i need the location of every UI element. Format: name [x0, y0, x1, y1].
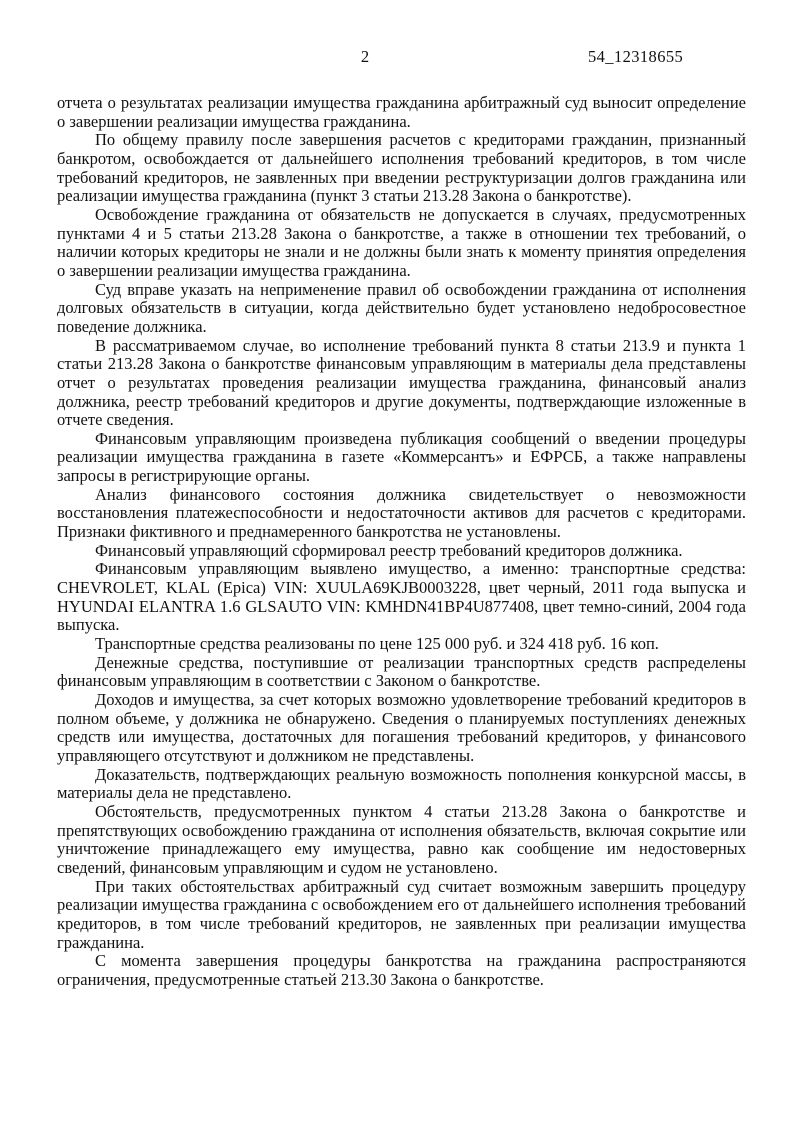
page-number: 2	[360, 47, 370, 66]
paragraph: Обстоятельств, предусмотренных пунктом 4 статьи 213.28 Закона о банкротстве и препятствующих освобождению гражданина от исполнения обязательств, включая сокрытие или уничтожение принадлежащего ему имущества, равно как сообщение им недостоверных сведений, финансовым управляющим и судом не установлено.	[57, 801, 746, 877]
paragraph: По общему правилу после завершения расчетов с кредиторами гражданин, признанный банкротом, освобождается от дальнейшего исполнения требований кредиторов, в том числе требований кредиторов, не заявленных при введении реструктуризации долгов гражданина или реализации имущества гражданина (пункт 3 статьи 213.28 Закона о банкротстве).	[57, 130, 746, 206]
paragraph: В рассматриваемом случае, во исполнение требований пункта 8 статьи 213.9 и пункта 1 статьи 213.28 Закона о банкротстве финансовым управляющим в материалы дела представлены отчет о результатах проведения реализации имущества гражданина, финансовый анализ должника, реестр требований кредиторов и другие документы, подтверждающие изложенные в отчете сведения.	[57, 335, 746, 430]
paragraph: Освобождение гражданина от обязательств не допускается в случаях, предусмотренных пунктами 4 и 5 статьи 213.28 Закона о банкротстве, а также в отношении тех требований, о наличии которых кредиторы не знали и не должны были знать к моменту принятия определения о завершении реализации имущества гражданина.	[57, 204, 746, 280]
case-number: 54_12318655	[588, 47, 684, 66]
document-body	[57, 94, 746, 990]
paragraph: отчета о результатах реализации имущества гражданина арбитражный суд выносит определение о завершении реализации имущества гражданина.	[57, 93, 746, 131]
paragraph: Финансовым управляющим выявлено имущество, а именно: транспортные средства: CHEVROLET, KLAL (Epica) VIN: XUULA69KJB0003228, цвет черный, 2011 года выпуска и HYUNDAI ELANTRA 1.6 GLSAUTO VIN: KMHDN41BP4U877408, цвет темно-синий, 2004 года выпуска.	[57, 559, 746, 635]
page-header	[0, 48, 800, 70]
paragraph: Финансовым управляющим произведена публикация сообщений о введении процедуры реализации имущества гражданина в газете «Коммерсантъ» и ЕФРСБ, а также направлены запросы в регистрирующие органы.	[57, 428, 746, 486]
paragraph: С момента завершения процедуры банкротства на гражданина распространяются ограничения, предусмотренные статьей 213.30 Закона о банкротстве.	[57, 951, 746, 989]
paragraph: Доказательств, подтверждающих реальную возможность пополнения конкурсной массы, в материалы дела не представлено.	[57, 764, 746, 803]
paragraph: Транспортные средства реализованы по цене 125 000 руб. и 324 418 руб. 16 коп.	[95, 634, 659, 654]
paragraph: Анализ финансового состояния должника свидетельствует о невозможности восстановления платежеспособности и недостаточности активов для расчетов с кредиторами. Признаки фиктивного и преднамеренного банкротства не установлены.	[57, 484, 746, 542]
paragraph: При таких обстоятельствах арбитражный суд считает возможным завершить процедуру реализации имущества гражданина с освобождением его от дальнейшего исполнения требований кредиторов, в том числе требований кредиторов, не заявленных при реализации имущества гражданина.	[57, 876, 746, 952]
paragraph: Доходов и имущества, за счет которых возможно удовлетворение требований кредиторов в полном объеме, у должника не обнаружено. Сведения о планируемых поступлениях денежных средств или имущества, достаточных для погашения требований кредиторов, у финансового управляющего отсутствуют и должником не представлены.	[57, 690, 746, 765]
paragraph: Суд вправе указать на неприменение правил об освобождении гражданина от исполнения долговых обязательств в ситуации, когда действительно будет установлено недобросовестное поведение должника.	[57, 279, 746, 336]
paragraph: Денежные средства, поступившие от реализации транспортных средств распределены финансовым управляющим в соответствии с Законом о банкротстве.	[57, 652, 746, 691]
paragraph: Финансовый управляющий сформировал реестр требований кредиторов должника.	[95, 540, 683, 560]
